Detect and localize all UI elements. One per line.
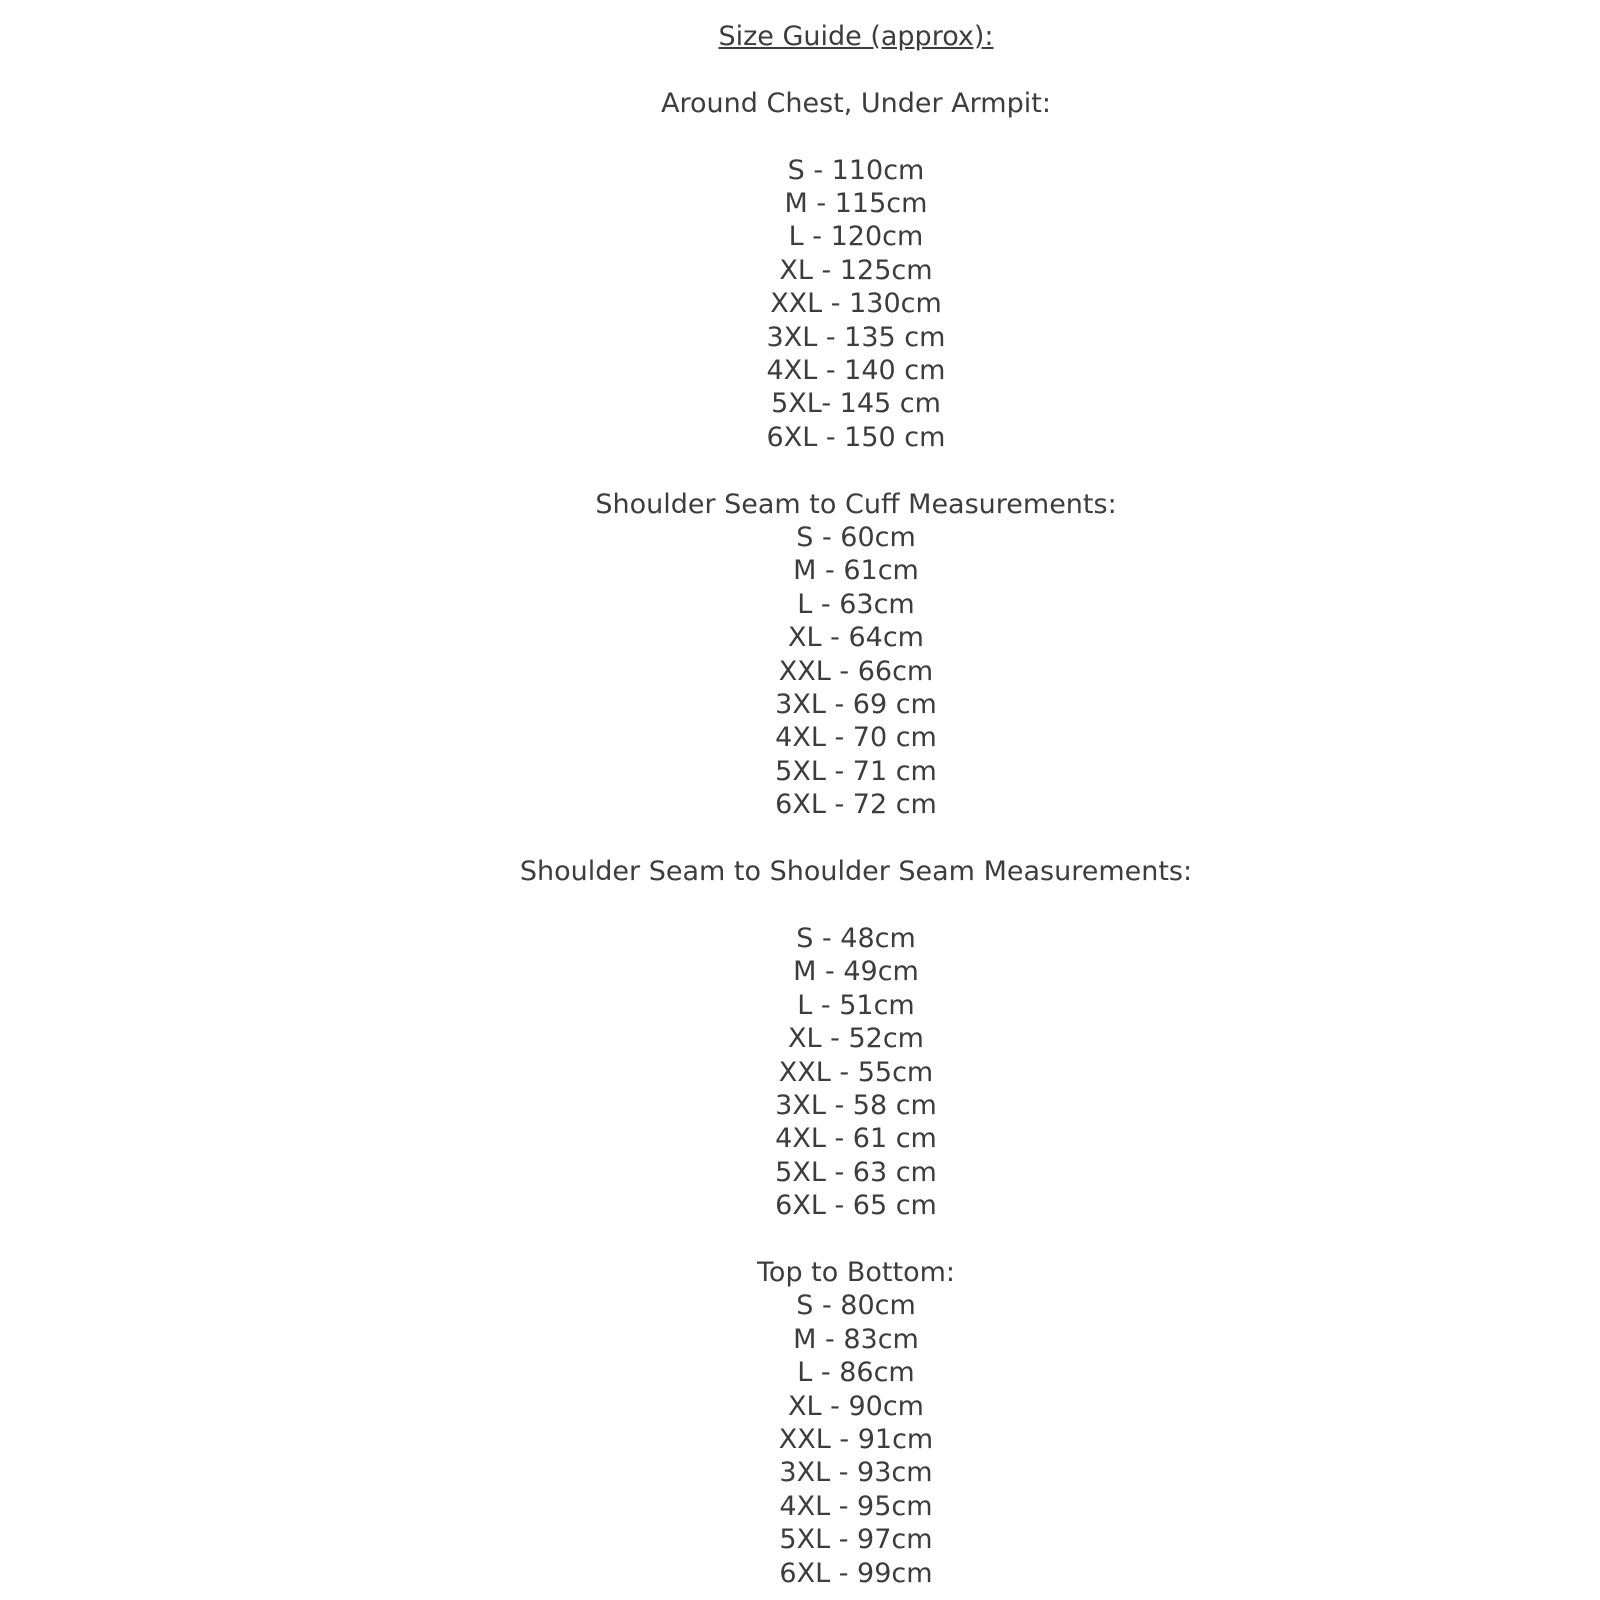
size-row: 4XL - 95cm	[779, 1490, 933, 1522]
size-row: XXL - 130cm	[770, 288, 942, 320]
size-row: L - 51cm	[797, 989, 915, 1021]
size-row: 6XL - 65 cm	[775, 1190, 937, 1222]
size-row: 4XL - 140 cm	[766, 355, 946, 387]
size-row: 3XL - 69 cm	[775, 689, 937, 721]
section-shoulder-to-cuff	[112, 488, 1600, 822]
section-heading-around-chest: Around Chest, Under Armpit:	[661, 87, 1051, 119]
size-row: 4XL - 70 cm	[775, 722, 937, 754]
size-row: 5XL - 97cm	[779, 1524, 933, 1556]
size-row: XL - 125cm	[779, 254, 933, 286]
size-row: M - 115cm	[784, 188, 928, 219]
size-row: S - 80cm	[796, 1290, 916, 1322]
size-row: 6XL - 72 cm	[775, 789, 937, 821]
section-around-chest	[112, 87, 1600, 454]
section-top-to-bottom	[112, 1256, 1600, 1590]
size-row: 5XL - 71 cm	[775, 755, 937, 787]
section-heading-shoulder-to-shoulder: Shoulder Seam to Shoulder Seam Measurements:	[519, 856, 1193, 888]
section-shoulder-to-shoulder	[112, 855, 1600, 1222]
size-row: S - 110cm	[787, 154, 925, 186]
size-row: M - 49cm	[793, 956, 919, 988]
size-row: 4XL - 61 cm	[775, 1123, 937, 1155]
size-row: 3XL - 58 cm	[775, 1089, 937, 1121]
size-guide-title: Size Guide (approx):	[718, 21, 994, 52]
section-heading-shoulder-to-cuff: Shoulder Seam to Cuff Measurements:	[595, 488, 1117, 520]
size-row: 5XL- 145 cm	[771, 388, 941, 420]
size-row: XL - 52cm	[788, 1023, 924, 1055]
size-row: XXL - 55cm	[778, 1056, 934, 1088]
size-row: L - 86cm	[797, 1357, 915, 1389]
size-row: L - 63cm	[797, 588, 915, 620]
size-row: 3XL - 93cm	[779, 1457, 933, 1489]
size-row: XXL - 66cm	[778, 655, 934, 687]
size-row: 6XL - 150 cm	[766, 421, 946, 453]
size-row: XL - 64cm	[788, 622, 924, 654]
size-row: M - 61cm	[793, 555, 919, 587]
size-row: 5XL - 63 cm	[775, 1156, 937, 1188]
size-row: 6XL - 99cm	[779, 1557, 933, 1589]
size-row: L - 120cm	[788, 221, 924, 253]
size-row: 3XL - 135 cm	[766, 321, 946, 353]
size-row: S - 60cm	[796, 522, 916, 554]
section-heading-top-to-bottom: Top to Bottom:	[757, 1256, 955, 1288]
size-row: XXL - 91cm	[778, 1423, 934, 1455]
size-row: XL - 90cm	[788, 1390, 924, 1422]
size-row: S - 48cm	[796, 922, 916, 954]
size-row: M - 83cm	[793, 1323, 919, 1355]
